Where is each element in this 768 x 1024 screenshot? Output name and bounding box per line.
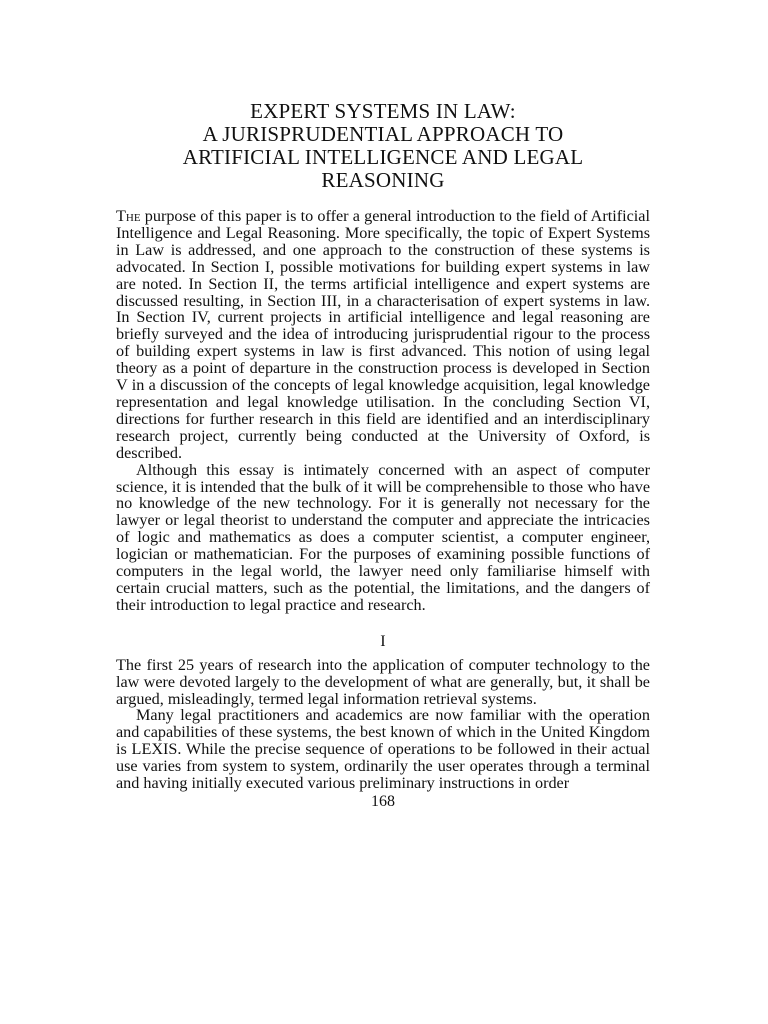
title-line: EXPERT SYSTEMS IN LAW: <box>250 99 516 123</box>
title-line: A JURISPRUDENTIAL APPROACH TO <box>202 122 564 146</box>
lead-word: The <box>116 207 141 225</box>
section-heading: I <box>380 631 386 650</box>
title-line: ARTIFICIAL INTELLIGENCE AND LEGAL <box>182 145 584 169</box>
journal-page <box>116 100 650 810</box>
title-line: REASONING <box>321 168 445 192</box>
intro-paragraph-1 <box>116 208 650 462</box>
section-1-paragraph-2: Many legal practitioners and academics are now familiar with the operation and capabilities of these systems, the best known of which in the United Kingdom is LEXIS. While the precise sequence of operations to be followed in their actual use varies from system to system, ordinarily the user operates through a terminal and having initially executed various preliminary instructions in order <box>116 706 650 793</box>
section-1-paragraph-1: The first 25 years of research into the application of computer technology to the law were devoted largely to the development of what are generally, but, it shall be argued, misleadingly, termed legal information retrieval systems. <box>116 655 650 708</box>
intro-paragraph-2: Although this essay is intimately concerned with an aspect of computer science, it is intended that the bulk of it will be comprehensible to those who have no knowledge of the new technology. For it is generally not necessary for the lawyer or legal theorist to understand the computer and appreciate the intricacies of logic and mathematics as does a computer scientist, a computer engineer, logician or mathematician. For the purposes of examining possible functions of computers in the legal world, the lawyer need only familiarise himself with certain crucial matters, such as the potential, the limitations, and the dangers of their introduction to legal practice and research. <box>116 460 650 614</box>
page-number: 168 <box>371 793 395 810</box>
intro-paragraph-1-text: purpose of this paper is to offer a general introduction to the field of Artificial Intelligence and Legal Reasoning. More specifically, the topic of Expert Systems in Law is addressed, and one approach to the construction of these systems is advocated. In Section I, possible motivations for building expert systems in law are noted. In Section II, the terms artificial intelligence and expert systems are discussed resulting, in Section III, in a characterisation of expert systems in law. In Section IV, current projects in artificial intelligence and legal reasoning are briefly surveyed and the idea of introducing jurisprudential rigour to the process of building expert systems in law is first advanced. This notion of using legal theory as a point of departure in the construction process is developed in Section V in a discussion of the concepts of legal knowledge acquisition, legal knowledge representation and legal knowledge utilisation. In the concluding Section VI, directions for further research in this field are identified and an interdisciplinary research project, currently being conducted at the University of Oxford, is described. <box>116 207 650 462</box>
article-title <box>116 100 650 192</box>
